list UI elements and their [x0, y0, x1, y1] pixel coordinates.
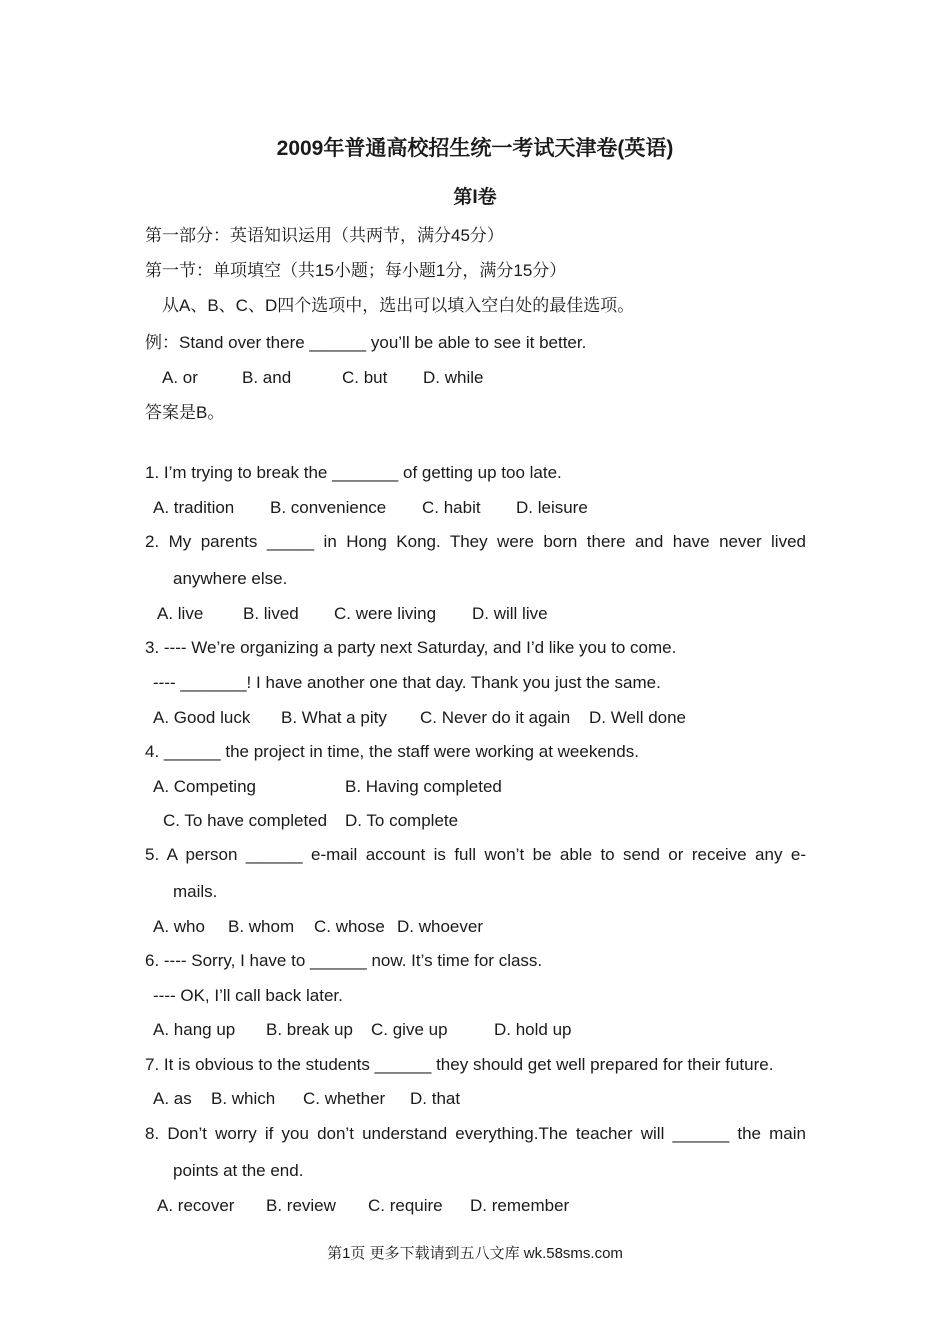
section-heading: 第一节：单项填空（共15小题；每小题1分，满分15分） [145, 261, 567, 280]
question-1-option-b: B. convenience [270, 498, 387, 517]
example-option-c: C. but [342, 368, 388, 387]
volume-heading: 第I卷 [453, 187, 497, 208]
instruction-text: 从A、B、C、D四个选项中，选出可以填入空白处的最佳选项。 [162, 296, 635, 315]
part-heading: 第一部分：英语知识运用（共两节，满分45分） [145, 226, 504, 245]
question-7-option-a: A. as [153, 1089, 192, 1108]
example-option-b: B. and [242, 368, 292, 387]
question-7-option-c: C. whether [303, 1089, 386, 1108]
question-2-stem-line1: 2. My parents _____ in Hong Kong. They were born there and have never lived [145, 532, 806, 551]
question-1-stem: 1. I’m trying to break the _______ of getting up too late. [145, 463, 562, 482]
question-2-option-a: A. live [157, 604, 204, 623]
question-5-option-a: A. who [153, 917, 205, 936]
page-title: 2009年普通高校招生统一考试天津卷(英语) [276, 137, 674, 160]
question-5-stem-line2: mails. [173, 882, 218, 901]
question-6-stem-line2: ---- OK, I’ll call back later. [153, 986, 343, 1005]
question-6-stem-line1: 6. ---- Sorry, I have to ______ now. It’s time for class. [145, 951, 543, 970]
question-1-option-d: D. leisure [516, 498, 588, 517]
question-8-option-b: B. review [266, 1196, 336, 1215]
question-6-option-a: A. hang up [153, 1020, 236, 1039]
question-3-stem-line1: 3. ---- We’re organizing a party next Saturday, and I’d like you to come. [145, 638, 677, 657]
question-7-stem: 7. It is obvious to the students ______ they should get well prepared for their future. [145, 1055, 774, 1074]
question-7-option-d: D. that [410, 1089, 461, 1108]
question-8-option-c: C. require [368, 1196, 443, 1215]
question-4-option-c: C. To have completed [163, 811, 328, 830]
question-1-option-c: C. habit [422, 498, 481, 517]
question-2-stem-line2: anywhere else. [173, 569, 288, 588]
question-7-option-b: B. which [211, 1089, 276, 1108]
example-option-d: D. while [423, 368, 484, 387]
question-5-stem-line1: 5. A person ______ e-mail account is full won’t be able to send or receive any e- [145, 845, 806, 864]
question-8-option-d: D. remember [470, 1196, 570, 1215]
question-3-option-a: A. Good luck [153, 708, 251, 727]
question-4-option-b: B. Having completed [345, 777, 502, 796]
question-6-option-b: B. break up [266, 1020, 353, 1039]
question-1-option-a: A. tradition [153, 498, 235, 517]
question-8-stem-line1: 8. Don’t worry if you don’t understand everything.The teacher will ______ the main [145, 1124, 806, 1143]
question-2-option-d: D. will live [472, 604, 548, 623]
question-4-stem: 4. ______ the project in time, the staff were working at weekends. [145, 742, 639, 761]
example-stem: 例：Stand over there ______ you’ll be able to see it better. [145, 333, 587, 352]
page-footer: 第1页 更多下载请到五八文库 wk.58sms.com [327, 1245, 623, 1262]
question-8-option-a: A. recover [157, 1196, 235, 1215]
question-6-option-c: C. give up [371, 1020, 448, 1039]
example-answer: 答案是B。 [145, 403, 225, 422]
question-3-option-b: B. What a pity [281, 708, 387, 727]
question-3-option-c: C. Never do it again [420, 708, 571, 727]
question-5-option-c: C. whose [314, 917, 385, 936]
question-3-option-d: D. Well done [589, 708, 687, 727]
example-option-a: A. or [162, 368, 198, 387]
question-8-stem-line2: points at the end. [173, 1161, 304, 1180]
question-4-option-d: D. To complete [345, 811, 459, 830]
question-5-option-b: B. whom [228, 917, 295, 936]
question-6-option-d: D. hold up [494, 1020, 572, 1039]
question-3-stem-line2: ---- _______! I have another one that day. Thank you just the same. [153, 673, 661, 692]
question-2-option-b: B. lived [243, 604, 299, 623]
question-2-option-c: C. were living [334, 604, 437, 623]
question-5-option-d: D. whoever [397, 917, 483, 936]
question-4-option-a: A. Competing [153, 777, 256, 796]
